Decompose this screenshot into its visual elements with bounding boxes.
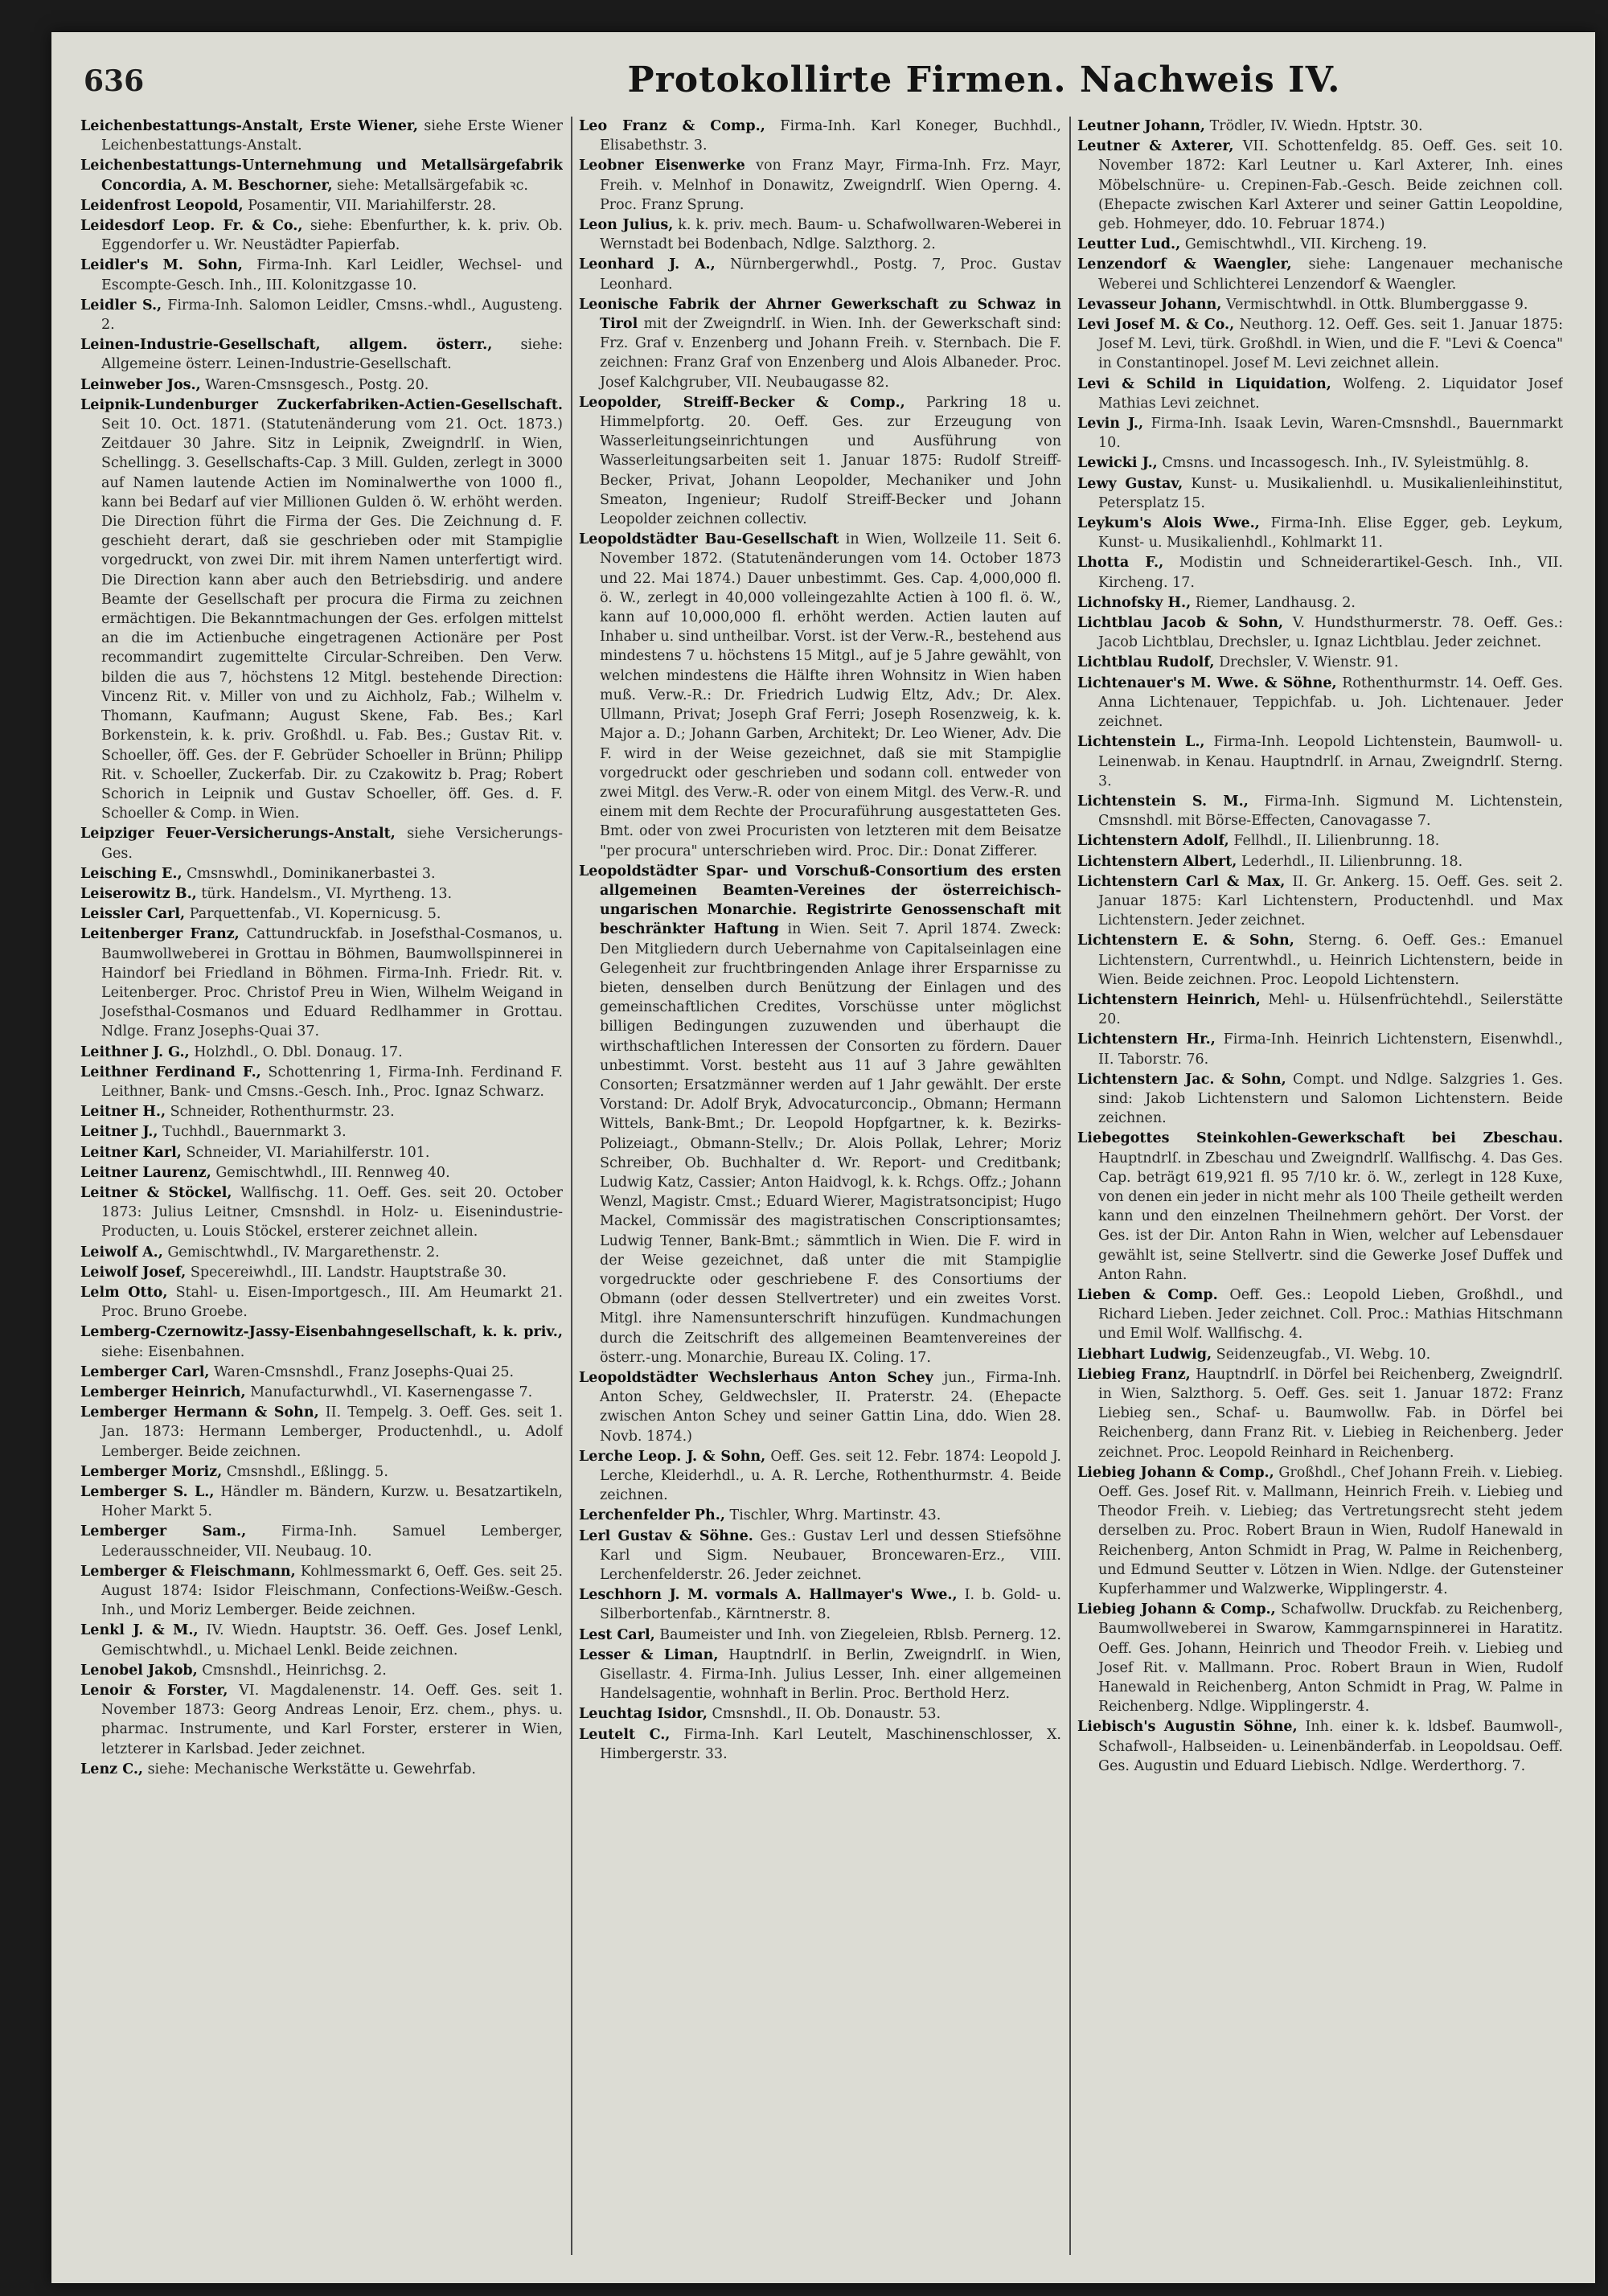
firm-name: Leidler S., xyxy=(80,297,162,314)
column-1 xyxy=(80,117,563,2255)
entry-text: türk. Handelsm., VI. Myrtheng. 13. xyxy=(201,885,453,902)
entry-text: Firma-Inh. Isaak Levin, Waren-Cmsnshdl., Bauernmarkt 10. xyxy=(1098,416,1563,452)
firm-name: Lichtenstern Carl & Max, xyxy=(1077,873,1286,890)
directory-entry xyxy=(80,1263,563,1282)
directory-entry xyxy=(80,117,563,155)
directory-entry xyxy=(80,1283,563,1322)
directory-entry xyxy=(80,1183,563,1242)
entry-text: k. k. priv. mech. Baum- u. Schafwollwaren-Weberei in Wernstadt bei Bodenbach, Ndlge. Salzthorg. 2. xyxy=(600,217,1061,253)
directory-entry xyxy=(1077,375,1563,413)
firm-name: Lenobel Jakob, xyxy=(80,1662,198,1679)
entry-text: Tischler, Whrg. Martinstr. 43. xyxy=(729,1507,941,1524)
directory-entry xyxy=(1077,872,1563,931)
entry-text: Firma-Inh. Elise Egger, geb. Leykum, Kunst- u. Musikalienhdl., Kohlmarkt 11. xyxy=(1098,515,1563,551)
firm-name: Lesser & Liman, xyxy=(579,1646,719,1663)
directory-entry xyxy=(1077,414,1563,453)
entry-text: Vermischtwhdl. in Ottk. Blumberggasse 9. xyxy=(1225,296,1528,313)
directory-entry xyxy=(1077,653,1563,672)
firm-name: Leisching E., xyxy=(80,865,183,882)
directory-entry xyxy=(80,1661,563,1680)
firm-name: Leonische Fabrik der Ahrner Gewerkschaft zu Schwaz in Tirol xyxy=(579,296,1061,333)
entry-text: Kunst- u. Musikalienhdl. u. Musikalienleihinstitut, Petersplatz 15. xyxy=(1098,475,1563,511)
entry-text: Firma-Inh. Samuel Lemberger, Lederausschneider, VII. Neubaug. 10. xyxy=(101,1523,563,1560)
firm-name: Lenkl J. & M., xyxy=(80,1622,199,1639)
firm-name: Leopoldstädter Wechslerhaus Anton Schey xyxy=(579,1370,933,1386)
entry-text: Kohlmessmarkt 6, Oeff. Ges. seit 25. August 1874: Isidor Fleischmann, Confections-Weißw.-Gesch. Inh., und Moriz Lemberger. Beide zeichnen. xyxy=(101,1563,563,1619)
running-head: Protokollirte Firmen. Nachweis IV. xyxy=(627,59,1341,100)
entry-text: Manufacturwhdl., VI. Kasernengasse 7. xyxy=(250,1384,533,1400)
entry-text: in Wien. Seit 7. April 1874. Zweck: Den Mitgliedern durch Uebernahme von Capitalseinlagen eine Gelegenheit zur fruchtbringenden Anlage ihrer Ersparnisse zu bieten, denselben durch Benützung der Einlagen und des gemeinschaftlichen Credites, Vorschüsse unter möglichst billigen Bedingungen zuzuwenden und überhaupt die wirthschaftlichen Interessen der Consorten zu fördern. Dauer unbestimmt. Vorst. besteht aus 11 auf 3 Jahre gewählten Consorten; Ersatzmänner werden auf 1 Jahr gewählt. Der erste Vorstand: Dr. Adolf Bryk, Advocaturconcip., Obmann; Hermann Wittels, Bank-Bmt.; Dr. Leopold Hopfgartner, k. k. Bezirks-Polizeiagt., Obmann-Stellv.; Dr. Alois Pollak, Lehrer; Moriz Schreiber, Ob. Buchhalter d. Wr. Report- und Creditbank; Ludwig Katz, Cassier; Anton Haidvogl, k. k. Rchgs. Offz.; Johann Wenzl, Magistr. Cmst.; Eduard Wierer, Magistratsoncipist; Hugo Mackel, Commissär des magistratischen Conscriptionsamtes; Ludwig Tenner, Bank-Bmt.; sämmtlich in Wien. Die F. wird in der Weise gezeichnet, daß unter die mit Stampiglie vorgedruckte oder geschriebene F. des Consortiums der Obmann (oder dessen Stellvertreter) und ein zweites Vorst. Mitgl. ihre Namensunterschrift hinzufügen. Kundmachungen durch die Zeitschrift des allgemeinen Beamtenvereines der österr.-ung. Monarchie, Bureau IX. Coling. 17. xyxy=(600,921,1061,1366)
directory-entry xyxy=(579,1368,1061,1446)
directory-entry xyxy=(80,156,563,195)
directory-entry xyxy=(1077,1070,1563,1129)
firm-name: Lemberger & Fleischmann, xyxy=(80,1563,296,1580)
directory-entry xyxy=(579,215,1061,254)
entry-text: siehe: Allgemeine österr. Leinen-Industrie-Gesellschaft. xyxy=(101,337,563,373)
firm-name: Lichtblau Jacob & Sohn, xyxy=(1077,615,1284,632)
firm-name: Leiserowitz B., xyxy=(80,885,197,902)
firm-name: Liebhart Ludwig, xyxy=(1077,1346,1212,1363)
entry-text: Tuchhdl., Bauernmarkt 3. xyxy=(162,1124,347,1141)
entry-text: Compt. und Ndlge. Salzgries 1. Ges. sind: Jakob Lichtenstern und Salomon Lichtenstern. Beide zeichnen. xyxy=(1098,1071,1563,1127)
firm-name: Leidesdorf Leop. Fr. & Co., xyxy=(80,218,303,235)
entry-text: Lederhdl., II. Lilienbrunng. 18. xyxy=(1241,853,1463,870)
entry-text: V. Hundsthurmerstr. 78. Oeff. Ges.: Jacob Lichtblau, Drechsler, u. Ignaz Lichtblau. Jeder zeichnet. xyxy=(1098,615,1563,651)
directory-entry xyxy=(80,1562,563,1621)
entry-text: Wallfischg. 11. Oeff. Ges. seit 20. October 1873: Julius Leitner, Cmsnshdl. in Holz- u. Eisenindustrie-Producten, u. Louis Stöckel, ersterer zeichnet allein. xyxy=(101,1184,563,1240)
firm-name: Leichenbestattungs-Unternehmung und Metallsärgefabrik Concordia, A. M. Beschorner, xyxy=(80,158,563,194)
entry-text: Riemer, Landhausg. 2. xyxy=(1195,594,1356,611)
directory-entry xyxy=(1077,990,1563,1029)
directory-entry xyxy=(579,1626,1061,1645)
directory-entry xyxy=(1077,852,1563,871)
column-rule xyxy=(571,117,572,2255)
directory-entry xyxy=(80,375,563,395)
entry-text: IV. Wiedn. Hauptstr. 36. Oeff. Ges. Josef Lenkl, Gemischtwhdl., u. Michael Lenkl. Beide zeichnen. xyxy=(101,1622,563,1658)
firm-name: Leutner & Axterer, xyxy=(1077,138,1234,155)
directory-entry xyxy=(80,1621,563,1659)
directory-entry xyxy=(1077,474,1563,513)
page-number: 636 xyxy=(84,64,145,98)
firm-name: Leidler's M. Sohn, xyxy=(80,257,243,274)
entry-text: VII. Schottenfeldg. 85. Oeff. Ges. seit 10. November 1872: Karl Leutner u. Karl Axterer, Inh. eines Möbelschnüre- u. Crepinen-Fab.-Gesch. Beide zeichnen coll. (Ehepacte zwischen Karl Axterer und seiner Gattin Leopoldine, geb. Hohmeyer, ddo. 10. Februar 1874.) xyxy=(1098,138,1563,233)
directory-entry xyxy=(80,1681,563,1759)
entry-text: siehe: Mechanische Werkstätte u. Gewehrfab. xyxy=(147,1761,476,1777)
entry-text: VI. Magdalenenstr. 14. Oeff. Ges. seit 1. November 1873: Georg Andreas Lenoir, Erz. chem., phys. u. pharmac. Instrumente, und Karl Forster, ersterer in Wien, letzterer in Karlsbad. Jeder zeichnet. xyxy=(101,1683,563,1757)
directory-entry xyxy=(80,1522,563,1560)
firm-name: Leitner & Stöckel, xyxy=(80,1184,232,1201)
directory-entry xyxy=(579,1585,1061,1624)
directory-entry xyxy=(80,1043,563,1062)
entry-text: Händler m. Bändern, Kurzw. u. Besatzartikeln, Hoher Markt 5. xyxy=(101,1484,563,1520)
firm-name: Lenz C., xyxy=(80,1761,143,1777)
directory-entry xyxy=(579,1506,1061,1525)
directory-entry xyxy=(80,1122,563,1142)
firm-name: Lerche Leop. J. & Sohn, xyxy=(579,1448,766,1465)
directory-entry xyxy=(1077,1129,1563,1285)
directory-entry xyxy=(80,1363,563,1382)
firm-name: Leuchtag Isidor, xyxy=(579,1706,708,1723)
directory-entry xyxy=(1077,674,1563,732)
entry-text: jun., Firma-Inh. Anton Schey, Geldwechsler, II. Praterstr. 24. (Ehepacte zwischen Anton Schey und seiner Gattin Lina, ddo. Wien 28. Novb. 1874.) xyxy=(600,1370,1061,1445)
directory-entry xyxy=(579,1725,1061,1764)
firm-name: Lichtenstern Hr., xyxy=(1077,1031,1216,1048)
entry-text: Cmsnshdl., II. Ob. Donaustr. 53. xyxy=(712,1706,941,1723)
directory-entry xyxy=(80,1462,563,1482)
entry-text: Baumeister und Inh. von Ziegeleien, Rblsb. Pernerg. 12. xyxy=(659,1626,1061,1643)
firm-name: Leopoldstädter Bau-Gesellschaft xyxy=(579,531,839,548)
firm-name: Lewicki J., xyxy=(1077,455,1158,472)
directory-entry xyxy=(80,864,563,884)
directory-entry xyxy=(80,1102,563,1121)
entry-text: Inh. einer k. k. ldsbef. Baumwoll-, Schafwoll-, Halbseiden- u. Leinenbänderfab. in Leopoldsau. Oeff. Ges. Augustin und Eduard Liebisch. Ndlge. Werderthorg. 7. xyxy=(1098,1719,1563,1774)
firm-name: Liebegottes Steinkohlen-Gewerkschaft bei Zbeschau. xyxy=(1077,1130,1563,1147)
directory-entry xyxy=(1077,792,1563,830)
firm-name: Leopolder, Streiff-Becker & Comp., xyxy=(579,394,905,411)
directory-entry xyxy=(1077,137,1563,234)
directory-entry xyxy=(80,884,563,904)
firm-name: Leutner Johann, xyxy=(1077,118,1205,134)
directory-entry xyxy=(1077,593,1563,613)
firm-name: Lichtenstern Jac. & Sohn, xyxy=(1077,1071,1286,1088)
firm-name: Leschhorn J. M. vormals A. Hallmayer's Wwe., xyxy=(579,1587,958,1604)
firm-name: Leissler Carl, xyxy=(80,906,186,923)
firm-name: Lichtenauer's M. Wwe. & Söhne, xyxy=(1077,674,1337,691)
firm-name: Leipziger Feuer-Versicherungs-Anstalt, xyxy=(80,826,396,843)
firm-name: Levi Josef M. & Co., xyxy=(1077,317,1235,334)
entry-text: Cmsnshdl., Eßlingg. 5. xyxy=(226,1463,388,1480)
entry-text: siehe: Langenauer mechanische Weberei und Schlichterei Lenzendorf & Waengler. xyxy=(1098,256,1563,293)
firm-name: Lemberg-Czernowitz-Jassy-Eisenbahngesellschaft, k. k. priv., xyxy=(80,1324,563,1341)
firm-name: Lichnofsky H., xyxy=(1077,594,1192,611)
firm-name: Lerchenfelder Ph., xyxy=(579,1507,725,1524)
entry-text: Hauptndrlſ. in Berlin, Zweigndrlſ. in Wien, Gisellastr. 4. Firma-Inh. Julius Lesser, Inh. einer allgemeinen Handelsagentie, wohnhaft in Berlin. Proc. Berthold Herz. xyxy=(600,1646,1061,1703)
directory-entry xyxy=(80,216,563,255)
firm-name: Lest Carl, xyxy=(579,1626,655,1643)
directory-entry xyxy=(579,1447,1061,1506)
entry-text: Specereiwhdl., III. Landstr. Hauptstraße 30. xyxy=(190,1264,507,1281)
directory-entry xyxy=(579,1704,1061,1724)
firm-name: Lichtblau Rudolf, xyxy=(1077,654,1215,671)
entry-text: Schafwollw. Druckfab. zu Reichenberg, Baumwollweberei in Swarow, Kammgarnspinnerei in Haratitz. Oeff. Ges. Johann, Heinrich und Theodor Freih. v. Liebieg und Josef Rit. v. Mallmann. Proc. Robert Braun in Wien, Rudolf Hanewald in Reichenberg, Anton Schmidt in Prag, W. Palme in Reichenberg. Ndlge. Wipplingerstr. 4. xyxy=(1098,1601,1563,1716)
directory-entry xyxy=(80,1322,563,1361)
directory-entry xyxy=(1077,613,1563,652)
firm-name: Lemberger Heinrich, xyxy=(80,1384,246,1400)
directory-entry xyxy=(80,256,563,294)
firm-name: Leiwolf A., xyxy=(80,1244,163,1261)
entry-text: Wolfeng. 2. Liquidator Josef Mathias Levi zeichnet. xyxy=(1098,375,1563,412)
entry-text: in Wien, Wollzeile 11. Seit 6. November 1872. (Statutenänderungen vom 14. October 1873 und 22. Mai 1874.) Dauer unbestimmt. Ges. Cap. 4,000,000 fl. ö. W., zerlegt in 40,000 volleingezahlte Actien à 100 fl. ö. W., kann auf 10,000,000 fl. erhöht werden. Actien lauten auf Inhaber u. sind untheilbar. Vorst. ist der Verw.-R., bestehend aus mindestens 7 u. höchstens 15 Mitgl., auf je 5 Jahre gewählt, von welchen mindestens die Hälfte ihren Wohnsitz in Wien haben muß. Verw.-R.: Dr. Friedrich Ludwig Eltz, Adv.; Dr. Alex. Ullmann, Privat; Joseph Graf Ferri; Joseph Rosenzweig, k. k. Major a. D.; Johann Garben, Architekt; Dr. Leo Wiener, Adv. Die F. wird in der Weise gezeichnet, daß sie mit Stampiglie vorgedruckt oder geschrieben und sodann coll. entweder von zwei Mitgl. des Verw.-R. oder von einem Mitgl. des Verw.-R. und einem mit dem Rechte der Procuraführung ausgestatteten Ges. Bmt. oder von zwei Procuristen von letzteren mit dem Beisatze "per procura" unterschrieben wird. Proc. Dir.: Donat Zifferer. xyxy=(600,531,1061,859)
entry-text: Gemischtwhdl., III. Rennweg 40. xyxy=(215,1164,450,1181)
firm-name: Lenzendorf & Waengler, xyxy=(1077,256,1292,273)
firm-name: Liebisch's Augustin Söhne, xyxy=(1077,1719,1298,1736)
directory-entry xyxy=(1077,931,1563,990)
directory-entry xyxy=(1077,117,1563,136)
firm-name: Lewy Gustav, xyxy=(1077,475,1183,492)
column-3 xyxy=(1077,117,1563,2255)
firm-name: Leopoldstädter Spar- und Vorschuß-Consortium des ersten allgemeinen Beamten-Vereines der österreichisch-ungarischen Monarchie. Registrirte Genossenschaft mit beschränkter Haftung xyxy=(579,863,1061,938)
firm-name: Liebieg Franz, xyxy=(1077,1366,1191,1383)
firm-name: Lichtenstern E. & Sohn, xyxy=(1077,933,1294,949)
firm-name: Leitner H., xyxy=(80,1104,166,1121)
firm-name: Levin J., xyxy=(1077,416,1144,433)
entry-text: Firma-Inh. Leopold Lichtenstein, Baumwoll- u. Leinenwab. in Kenau. Hauptndrlſ. in Arnau, Zweigndrlſ. Sterng. 3. xyxy=(1098,734,1563,789)
entry-text: Firma-Inh. Heinrich Lichtenstern, Eisenwhdl., II. Taborstr. 76. xyxy=(1098,1031,1563,1068)
directory-entry xyxy=(80,1063,563,1101)
firm-name: Lelm Otto, xyxy=(80,1284,168,1301)
entry-text: Fellhdl., II. Lilienbrunng. 18. xyxy=(1233,833,1440,850)
entry-text: Firma-Inh. Karl Koneger, Buchhdl., Elisabethstr. 3. xyxy=(600,118,1061,154)
directory-entry xyxy=(80,1243,563,1262)
directory-entry xyxy=(579,156,1061,215)
firm-name: Lhotta F., xyxy=(1077,555,1164,572)
firm-name: Lemberger Moriz, xyxy=(80,1463,223,1480)
column-rule xyxy=(1069,117,1071,2255)
directory-entry xyxy=(579,393,1061,529)
firm-name: Leitner Karl, xyxy=(80,1144,182,1161)
entry-text: Waren-Cmsnshdl., Franz Josephs-Quai 25. xyxy=(214,1363,515,1380)
entry-text: Hauptndrlſ. in Zbeschau und Zweigndrlſ. Wallfischg. 4. Das Ges. Cap. beträgt 619,921 fl. 95 7/10 kr. ö. W., zerlegt in 128 Kuxe, von denen ein jeder in nicht mehr als 100 Theile getheilt werden kann und den einzelnen Theilnehmern gehört. Der Vorst. der Ges. ist der Dir. Anton Rahn in Wien, welcher auf Lebensdauer gewählt ist, seine Stellvertr. sind die Gewerke Josef Duffek und Anton Rahn. xyxy=(1098,1150,1563,1283)
entry-text: Oeff. Ges. seit 12. Febr. 1874: Leopold J. Lerche, Kleiderhdl., u. A. R. Lerche, Rothenthurmstr. 4. Beide zeichnen. xyxy=(600,1448,1061,1504)
entry-text: Sterng. 6. Oeff. Ges.: Emanuel Lichtenstern, Currentwhdl., u. Heinrich Lichtenstern, beide in Wien. Beide zeichnen. Proc. Leopold Lichtenstern. xyxy=(1098,933,1563,988)
directory-entry xyxy=(80,1760,563,1779)
directory-entry xyxy=(1077,1600,1563,1716)
directory-entry xyxy=(80,396,563,823)
directory-entry xyxy=(1077,1463,1563,1599)
entry-text: Nürnbergerwhdl., Postg. 7, Proc. Gustav Leonhard. xyxy=(600,256,1061,293)
entry-text: Trödler, IV. Wiedn. Hptstr. 30. xyxy=(1209,118,1423,134)
firm-name: Leithner Ferdinand F., xyxy=(80,1064,261,1080)
directory-entry xyxy=(80,1403,563,1462)
firm-name: Lemberger Carl, xyxy=(80,1363,210,1380)
directory-entry xyxy=(80,904,563,924)
firm-name: Lemberger Sam., xyxy=(80,1523,247,1540)
entry-text: Stahl- u. Eisen-Importgesch., III. Am Heumarkt 21. Proc. Bruno Groebe. xyxy=(101,1284,563,1321)
entry-text: Firma-Inh. Karl Leutelt, Maschinenschlosser, X. Himbergerstr. 33. xyxy=(600,1726,1061,1762)
entry-text: II. Gr. Ankerg. 15. Oeff. Ges. seit 2. Januar 1875: Karl Lichtenstern, Productenhdl. und Max Lichtenstern. Jeder zeichnet. xyxy=(1098,873,1563,929)
directory-entry xyxy=(579,295,1061,392)
entry-text: Oeff. Ges.: Leopold Lieben, Großhdl., und Richard Lieben. Jeder zeichnet. Coll. Proc.: Mathias Hitschmann und Emil Wolf. Wallfischg. 4. xyxy=(1098,1286,1563,1343)
entry-text: siehe: Ebenfurther, k. k. priv. Ob. Eggendorfer u. Wr. Neustädter Papierfab. xyxy=(101,218,563,254)
entry-text: Holzhdl., O. Dbl. Donaug. 17. xyxy=(194,1043,403,1060)
entry-text: siehe Versicherungs-Ges. xyxy=(101,826,563,862)
firm-name: Leobner Eisenwerke xyxy=(579,158,745,174)
firm-name: Lichtenstern Adolf, xyxy=(1077,833,1229,850)
entry-text: Drechsler, V. Wienstr. 91. xyxy=(1219,654,1399,671)
entry-text: Waren-Cmsnsgesch., Postg. 20. xyxy=(205,376,429,393)
directory-entry xyxy=(1077,1717,1563,1776)
directory-entry xyxy=(579,862,1061,1367)
firm-name: Leichenbestattungs-Anstalt, Erste Wiener, xyxy=(80,118,418,134)
directory-entry xyxy=(80,1482,563,1521)
directory-entry xyxy=(1077,553,1563,592)
firm-name: Leithner J. G., xyxy=(80,1043,190,1060)
directory-entry xyxy=(1077,295,1563,314)
entry-text: Parkring 18 u. Himmelpfortg. 20. Oeff. Ges. zur Erzeugung von Wasserleitungseinrichtungen und Ausführung von Wasserleitungsarbeiten seit 1. Januar 1875: Rudolf Streiff-Becker, Privat, Johann Leopolder, Mechaniker und John Smeaton, Ingenieur; Rudolf Streiff-Becker und Johann Leopolder zeichnen collectiv. xyxy=(600,394,1061,528)
directory-entry xyxy=(1077,235,1563,254)
entry-text: siehe: Eisenbahnen. xyxy=(101,1343,245,1360)
firm-name: Leonhard J. A., xyxy=(579,256,716,273)
directory-entry xyxy=(1077,1030,1563,1068)
entry-text: Firma-Inh. Salomon Leidler, Cmsns.-whdl., Augusteng. 2. xyxy=(101,297,563,334)
directory-entry xyxy=(1077,1345,1563,1364)
entry-text: Seit 10. Oct. 1871. (Statutenänderung vom 21. Oct. 1873.) Zeitdauer 30 Jahre. Sitz in Leipnik, Zweigndrlſ. in Wien, Schellingg. 3. Gesellschafts-Cap. 3 Mill. Gulden, zerlegt in 3000 auf Namen lautende Actien im Nominalwerthe von 1000 fl., kann bei Bedarf auf vier Millionen Gulden ö. W. erhöht werden. Die Direction führt die Firma der Ges. Die Zeichnung d. F. geschieht derart, daß sie geschrieben oder mit Stampiglie vorgedruckt, von zwei Dir. mit ihrem Namen unterfertigt wird. Die Direction kann aber auch den Betriebsdirig. und andere Beamte der Gesellschaft per procura die Firma zu zeichnen ermächtigen. Die Bekanntmachungen der Ges. erfolgen mittelst an die im Actienbuche eingetragenen Actionäre per Post recommandirt zugemittelte Circular-Schreiben. Den Verw. bilden die aus 7, höchstens 12 Mitgl. bestehende Direction: Vincenz Rit. v. Miller von und zu Aichholz, Fab.; Wilhelm v. Thomann, Kaufmann; August Skene, Fab. Bes.; Karl Borkenstein, k. k. priv. Großhdl. u. Fab. Bes.; Gustav Rit. v. Schoeller, öff. Ges. der F. Gebrüder Schoeller in Brünn; Philipp Rit. v. Schoeller, Zuckerfab. Dir. zu Czakowitz b. Prag; Robert Schorich in Leipnik und Gustav Schoeller, öff. Ges. d. F. Schoeller & Comp. in Wien. xyxy=(101,416,563,822)
entry-text: Posamentir, VII. Mariahilferstr. 28. xyxy=(248,197,497,214)
entry-text: Firma-Inh. Sigmund M. Lichtenstein, Cmsnshdl. mit Börse-Effecten, Canovagasse 7. xyxy=(1098,793,1563,830)
entry-text: siehe Erste Wiener Leichenbestattungs-Anstalt. xyxy=(101,118,563,154)
directory-entry xyxy=(80,296,563,334)
entry-text: Gemischtwhdl., IV. Margarethenstr. 2. xyxy=(167,1244,440,1261)
firm-name: Leiwolf Josef, xyxy=(80,1264,187,1281)
directory-entry xyxy=(579,1527,1061,1585)
firm-name: Leinen-Industrie-Gesellschaft, allgem. österr., xyxy=(80,337,493,354)
directory-entry xyxy=(80,335,563,374)
firm-name: Leipnik-Lundenburger Zuckerfabriken-Actien-Gesellschaft. xyxy=(80,396,563,413)
firm-name: Lichtenstern Albert, xyxy=(1077,853,1237,870)
directory-entry xyxy=(80,824,563,863)
entry-text: Cmsnswhdl., Dominikanerbastei 3. xyxy=(187,865,436,882)
entry-text: Hauptndrlſ. in Dörfel bei Reichenberg, Zweigndrlſ. in Wien, Salzthorg. 5. Oeff. Ges. seit 1. Januar 1872: Franz Liebieg sen., Schaf- u. Baumwollw. Fab. in Dörfel bei Reichenberg, dann Franz Rit. v. Liebieg in Reichenberg. Jeder zeichnet. Proc. Leopold Reinhard in Reichenberg. xyxy=(1098,1366,1563,1461)
entry-text: Cattundruckfab. in Josefsthal-Cosmanos, u. Baumwollweberei in Grottau in Böhmen, Baumwollspinnerei in Haindorf bei Friedland in Böhmen. Firma-Inh. Friedr. Rit. v. Leitenberger. Proc. Christof Preu in Wien, Wilhelm Weigand in Josefsthal-Cosmanos und Eduard Redlhammer in Grottau. Ndlge. Franz Josephs-Quai 37. xyxy=(101,926,563,1040)
directory-entry xyxy=(80,1163,563,1183)
entry-text: Firma-Inh. Karl Leidler, Wechsel- und Escompte-Gesch. Inh., III. Kolonitzgasse 10. xyxy=(101,257,563,293)
document-page xyxy=(51,32,1595,2283)
entry-text: mit der Zweigndrlſ. in Wien. Inh. der Gewerkschaft sind: Frz. Graf v. Enzenberg und Johann Freih. v. Sternbach. Die F. zeichnen: Franz Graf von Enzenberg und Alois Albaneder. Proc. Josef Kalchgruber, VII. Neubaugasse 82. xyxy=(600,316,1061,391)
firm-name: Leon Julius, xyxy=(579,217,674,234)
entry-text: Schneider, Rothenthurmstr. 23. xyxy=(170,1104,395,1121)
directory-entry xyxy=(1077,514,1563,552)
firm-name: Levasseur Johann, xyxy=(1077,296,1222,313)
directory-entry xyxy=(579,255,1061,293)
entry-text: Mehl- u. Hülsenfrüchtehdl., Seilerstätte 20. xyxy=(1098,991,1563,1028)
firm-name: Leitner J., xyxy=(80,1124,158,1141)
entry-text: Parquettenfab., VI. Kopernicusg. 5. xyxy=(189,906,441,923)
firm-name: Lemberger Hermann & Sohn, xyxy=(80,1404,319,1421)
directory-entry xyxy=(579,530,1061,860)
entry-text: Neuthorg. 12. Oeff. Ges. seit 1. Januar 1875: Josef M. Levi, türk. Großhdl. in Wien, und die F. "Levi & Coenca" in Constantinopel. Josef M. Levi zeichnet allein. xyxy=(1098,317,1563,372)
entry-text: siehe: Metallsärgefabik ꝛc. xyxy=(337,177,528,194)
firm-name: Leitner Laurenz, xyxy=(80,1164,211,1181)
entry-text: Gemischtwhdl., VII. Kircheng. 19. xyxy=(1184,236,1427,253)
firm-name: Lerl Gustav & Söhne. xyxy=(579,1527,753,1544)
entry-text: Schneider, VI. Mariahilferstr. 101. xyxy=(186,1144,430,1161)
directory-entry xyxy=(1077,831,1563,851)
directory-entry xyxy=(80,1143,563,1162)
firm-name: Leutelt C., xyxy=(579,1726,671,1743)
firm-name: Leitenberger Franz, xyxy=(80,926,240,943)
directory-entry xyxy=(80,925,563,1041)
directory-entry xyxy=(1077,255,1563,293)
firm-name: Lemberger S. L., xyxy=(80,1484,215,1501)
firm-name: Leutter Lud., xyxy=(1077,236,1181,253)
entry-text: Seidenzeugfab., VI. Webg. 10. xyxy=(1216,1346,1431,1363)
firm-name: Levi & Schild in Liquidation, xyxy=(1077,375,1331,392)
firm-name: Leidenfrost Leopold, xyxy=(80,197,244,214)
column-2 xyxy=(579,117,1061,2255)
entry-text: Schottenring 1, Firma-Inh. Ferdinand F. Leithner, Bank- und Cmsns.-Gesch. Inh., Proc. Ignaz Schwarz. xyxy=(101,1064,563,1100)
firm-name: Lichtenstein L., xyxy=(1077,734,1205,751)
entry-text: von Franz Mayr, Firma-Inh. Frz. Mayr, Freih. v. Melnhof in Donawitz, Zweigndrlſ. Wien Operng. 4. Proc. Franz Sprung. xyxy=(600,158,1061,213)
directory-entry xyxy=(80,1383,563,1402)
directory-entry xyxy=(579,1646,1061,1704)
directory-entry xyxy=(1077,453,1563,473)
firm-name: Lichtenstein S. M., xyxy=(1077,793,1249,810)
firm-name: Liebieg Johann & Comp., xyxy=(1077,1464,1274,1481)
firm-name: Leinweber Jos., xyxy=(80,376,201,393)
entry-text: Rothenthurmstr. 14. Oeff. Ges. Anna Lichtenauer, Teppichfab. u. Joh. Lichtenauer. Jeder zeichnet. xyxy=(1098,674,1563,731)
directory-entry xyxy=(1077,732,1563,791)
firm-name: Leykum's Alois Wwe., xyxy=(1077,515,1260,532)
directory-entry xyxy=(579,117,1061,155)
entry-text: I. b. Gold- u. Silberbortenfab., Kärntnerstr. 8. xyxy=(600,1587,1061,1623)
entry-text: Cmsnshdl., Heinrichsg. 2. xyxy=(202,1662,387,1679)
firm-name: Lichtenstern Heinrich, xyxy=(1077,991,1261,1008)
directory-entry xyxy=(1077,315,1563,374)
entry-text: Cmsns. und Incassogesch. Inh., IV. Syleistmühlg. 8. xyxy=(1162,455,1529,472)
firm-name: Leo Franz & Comp., xyxy=(579,118,765,134)
firm-name: Liebieg Johann & Comp., xyxy=(1077,1601,1276,1618)
directory-entry xyxy=(1077,1285,1563,1344)
directory-entry xyxy=(80,196,563,215)
firm-name: Lenoir & Forster, xyxy=(80,1683,228,1699)
entry-text: Modistin und Schneiderartikel-Gesch. Inh., VII. Kircheng. 17. xyxy=(1098,555,1563,591)
directory-entry xyxy=(1077,1365,1563,1462)
firm-name: Lieben & Comp. xyxy=(1077,1286,1218,1303)
entry-text: Ges.: Gustav Lerl und dessen Stiefsöhne Karl und Sigm. Neubauer, Broncewaren-Erz., VIII. Lerchenfelderstr. 26. Jeder zeichnet. xyxy=(600,1527,1061,1584)
entry-text: II. Tempelg. 3. Oeff. Ges. seit 1. Jan. 1873: Hermann Lemberger, Productenhdl., u. Adolf Lemberger. Beide zeichnen. xyxy=(101,1404,563,1460)
entry-text: Großhdl., Chef Johann Freih. v. Liebieg. Oeff. Ges. Josef Rit. v. Mallmann, Heinrich Freih. v. Liebieg und Theodor Freih. v. Liebieg; das Vertretungsrecht steht jedem derselben zu. Proc. Robert Braun in Wien, Rudolf Hanewald in Reichenberg, Anton Schmidt in Prag, W. Palme in Reichenberg, und Edmund Seutter v. Lötzen in Wien. Ndlge. der Gutensteiner Kupferhammer und Walzwerke, Wipplingerstr. 4. xyxy=(1098,1464,1563,1598)
